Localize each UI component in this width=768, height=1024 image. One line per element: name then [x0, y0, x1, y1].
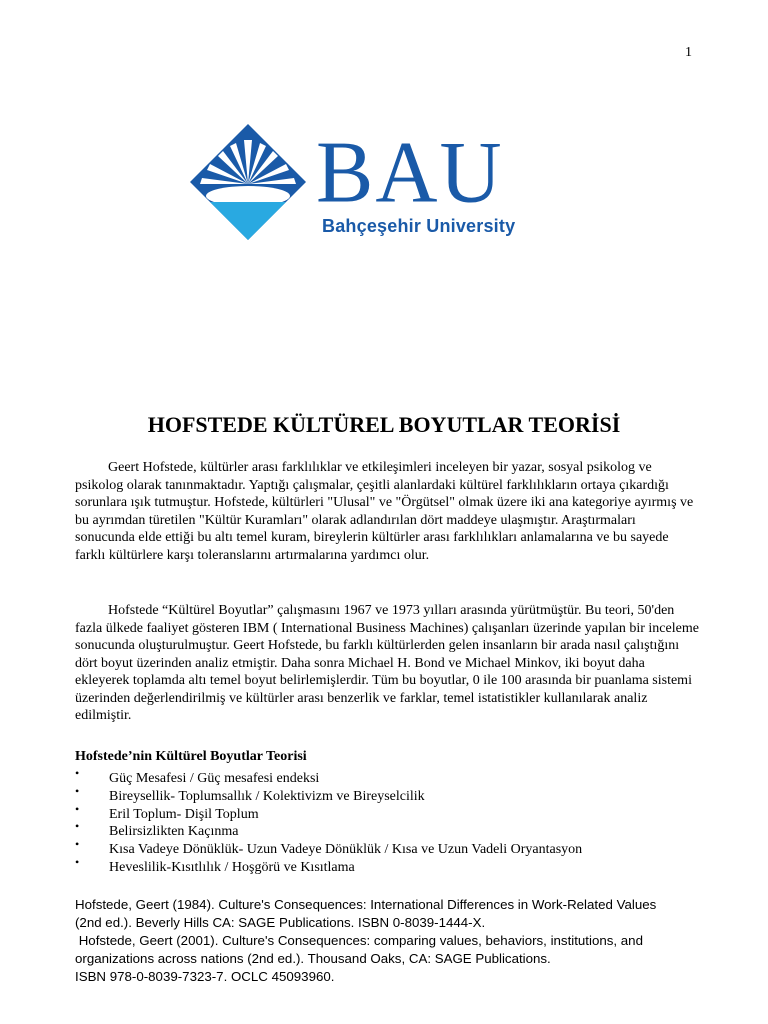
- list-item: • Kısa Vadeye Dönüklük- Uzun Vadeye Dönüklük / Kısa ve Uzun Vadeli Oryantasyon: [75, 837, 583, 858]
- list-item: • Eril Toplum- Dişil Toplum: [75, 801, 259, 822]
- page-number: 1: [685, 45, 692, 60]
- bullet-icon: •: [75, 783, 80, 798]
- paragraph-text: Hofstede “Kültürel Boyutlar” çalışmasını 1967 ve 1973 yılları arasında yürütmüştür. Bu teori, 50'den fazla ülkede faaliyet gösteren IBM ( International Business Machines) çalışanları üzerinde yapılan bir inceleme sonucunda oluşturulmuştur. Geert Hofstede, bu farklı kültürlerden gelen insanların bir arada nasıl çalıştığını dört boyut üzerinden analiz etmiştir. Daha sonra Michael H. Bond ve Michael Minkov, iki boyut daha ekleyerek toplamda altı temel boyut belirlemişlerdir. Tüm bu boyutlar, 0 ile 100 arasında bir puanlama sistemi üzerinden değerlendirilmiş ve kültürler arası benzerlik ve farklar, temel istatistikler kullanılarak analiz edilmiştir.: [75, 603, 699, 723]
- list-item: • Heveslilik-Kısıtlılık / Hoşgörü ve Kısıtlama: [75, 854, 355, 875]
- document-title: HOFSTEDE KÜLTÜREL BOYUTLAR TEORİSİ: [147, 412, 621, 437]
- references: [75, 896, 705, 986]
- bullet-icon: •: [75, 819, 80, 834]
- bullet-icon: •: [75, 801, 80, 816]
- bullet-icon: •: [75, 837, 80, 852]
- reference-line: ISBN 978-0-8039-7323-7. OCLC 45093960.: [75, 969, 335, 984]
- list-item: • Bireysellik- Toplumsallık / Kolektivizm ve Bireyselcilik: [75, 783, 425, 804]
- paragraph-intro: [75, 459, 699, 564]
- reference-line: organizations across nations (2nd ed.). Thousand Oaks, CA: SAGE Publications.: [75, 951, 551, 966]
- bullet-icon: •: [75, 854, 80, 869]
- dimensions-list: [75, 766, 695, 877]
- list-item: • Güç Mesafesi / Güç mesafesi endeksi: [75, 766, 320, 786]
- bau-emblem-icon: [190, 122, 310, 242]
- list-item: • Belirsizlikten Kaçınma: [75, 819, 239, 840]
- section-heading: Hofstede’nin Kültürel Boyutlar Teorisi: [75, 749, 307, 764]
- paragraph-text: Geert Hofstede, kültürler arası farklılıklar ve etkileşimleri inceleyen bir yazar, sosyal psikolog ve psikolog olarak tanınmaktadır. Yaptığı çalışmalar, çeşitli alanlardaki kültürel farklılıkların ortaya çıkardığı sorunlara ışık tutmuştur. Hofstede, kültürleri "Ulusal" ve "Örgütsel" olmak üzere iki ana kategoriye ayırmış ve bu ayrımdan türetilen "Kültür Kuramları" olarak adlandırılan dört maddeye ulaşmıştır. Araştırmaları sonucunda elde ettiği bu altı temel kuram, bireylerin kültürler arası farklılıkları anlamalarına ve bu sayede farklı kültürlere karşı toleranslarını artırmalarına yardımcı olur.: [75, 460, 694, 563]
- bau-logo: [190, 122, 530, 242]
- reference-line: Hofstede, Geert (1984). Culture's Consequences: International Differences in Work-Related Values: [75, 897, 657, 912]
- paragraph-study: [75, 602, 699, 725]
- reference-line: (2nd ed.). Beverly Hills CA: SAGE Publications. ISBN 0-8039-1444-X.: [75, 915, 486, 930]
- bullet-icon: •: [75, 766, 80, 780]
- university-name: Bahçeşehir University: [322, 216, 516, 236]
- bau-wordmark: BAU: [316, 123, 504, 221]
- reference-line: Hofstede, Geert (2001). Culture's Consequences: comparing values, behaviors, institutions, and: [75, 933, 643, 948]
